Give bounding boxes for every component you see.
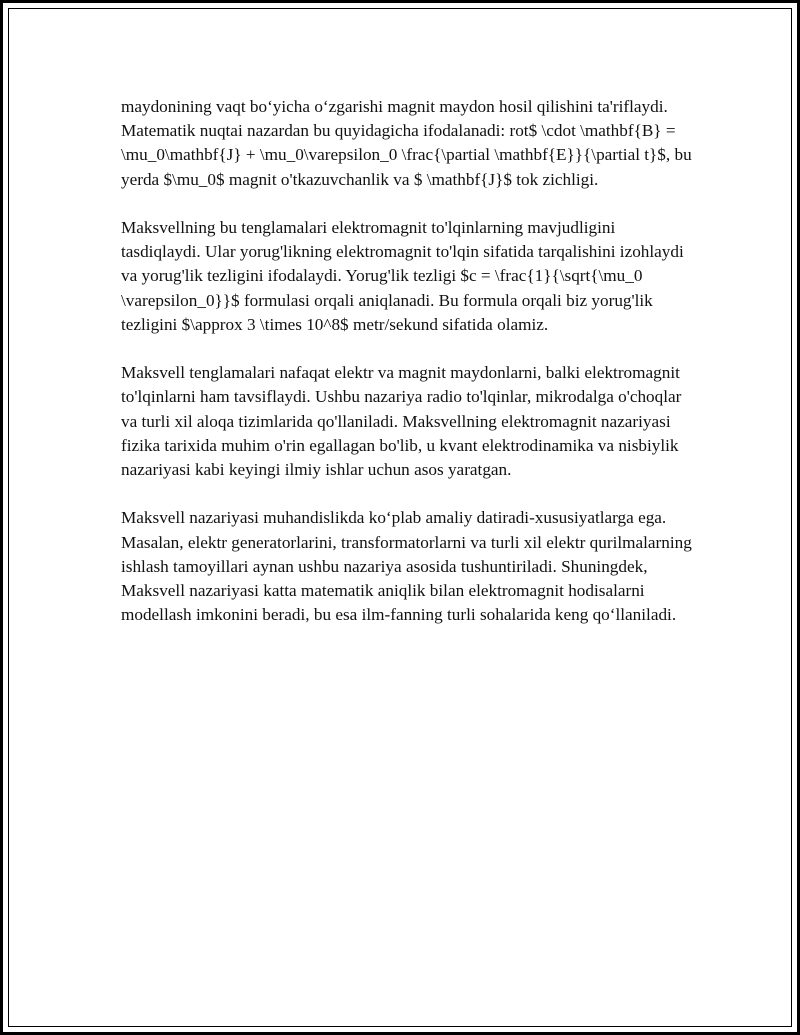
document-body (121, 95, 693, 652)
paragraph-2: Maksvellning bu tenglamalari elektromagnit to'lqinlarning mavjudligini tasdiqlaydi. Ular yorug'likning elektromagnit to'lqin sifatida tarqalishini izohlaydi va yorug'lik tezligini ifodalaydi. Yorug'lik tezligi $c = \frac{1}{\sqrt{\mu_0 \varepsilon_0}}$ formulasi orqali aniqlanadi. Bu formula orqali biz yorug'lik tezligini $\approx 3 \times 10^8$ metr/sekund sifatida olamiz. (121, 218, 684, 334)
paragraph-4: Maksvell nazariyasi muhandislikda ko‘plab amaliy datiradi-xususiyatlarga ega. Masalan, elektr generatorlarini, transformatorlarni va turli xil elektr qurilmalarning ishlash tamoyillari aynan ushbu nazariya asosida tushuntiriladi. Shuningdek, Maksvell nazariyasi katta matematik aniqlik bilan elektromagnit hodisalarni modellash imkonini beradi, bu esa ilm-fanning turli sohalarida keng qo‘llaniladi. (121, 508, 692, 625)
paragraph-1: maydonining vaqt bo‘yicha o‘zgarishi magnit maydon hosil qilishini ta'riflaydi. Matematik nuqtai nazardan bu quyidagicha ifodalanadi: rot$ \cdot \mathbf{B} = \mu_0\mathbf{J} + \mu_0\varepsilon_0 \frac{\partial \mathbf{E}}{\partial t}$, bu yerda $\mu_0$ magnit o'tkazuvchanlik va $ \mathbf{J}$ tok zichligi. (121, 97, 692, 189)
paragraph-3: Maksvell tenglamalari nafaqat elektr va magnit maydonlarni, balki elektromagnit to'lqinlarni ham tavsiflaydi. Ushbu nazariya radio to'lqinlar, mikrodalga o'choqlar va turli xil aloqa tizimlarida qo'llaniladi. Maksvellning elektromagnit nazariyasi fizika tarixida muhim o'rin egallagan bo'lib, u kvant elektrodinamika va nisbiylik nazariyasi kabi keyingi ilmiy ishlar uchun asos yaratgan. (121, 363, 682, 480)
